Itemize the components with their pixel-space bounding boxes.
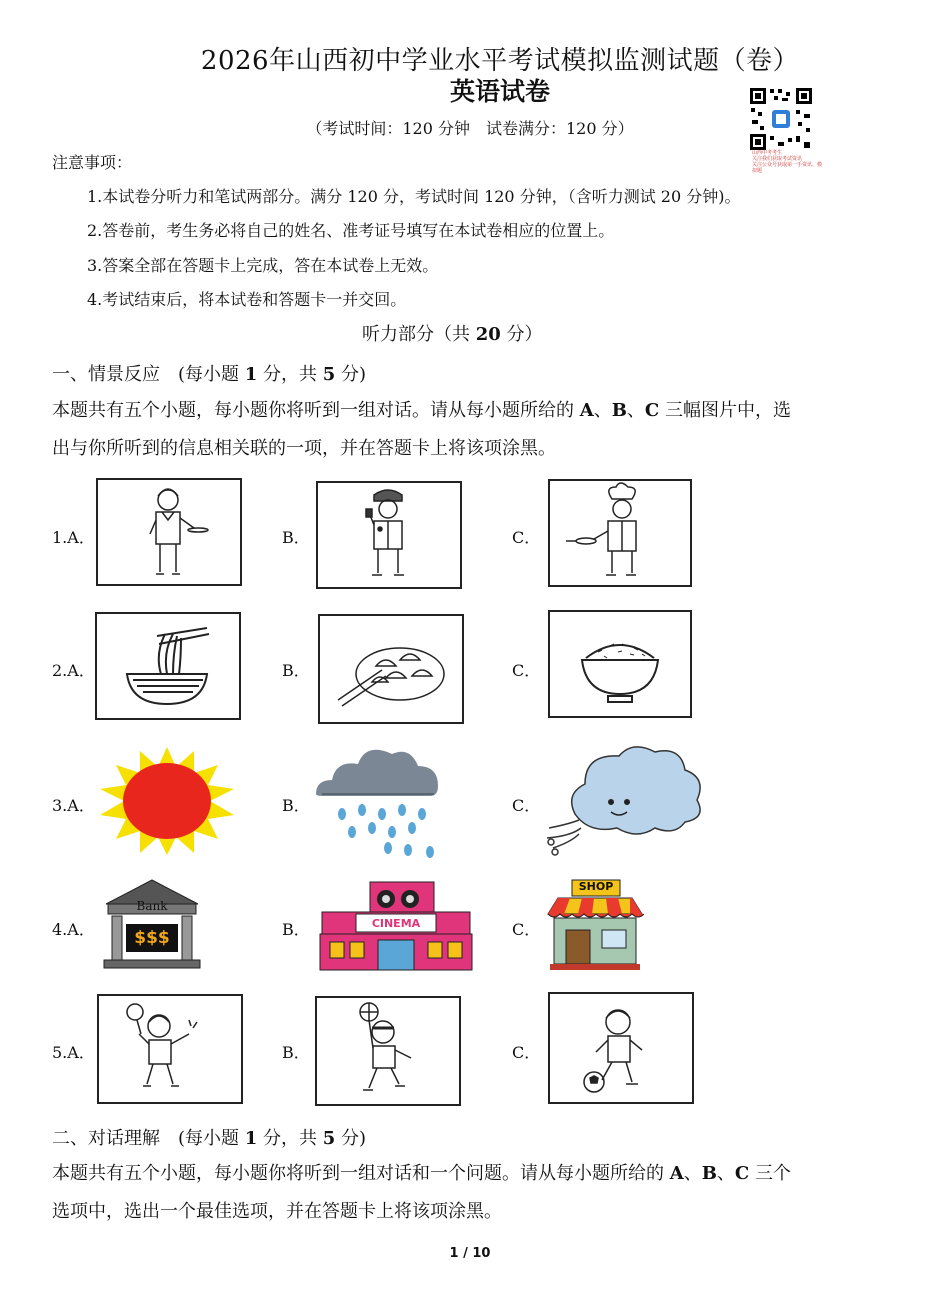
- badminton-player-icon: [99, 996, 241, 1102]
- q2-c-rice-picture[interactable]: [548, 610, 692, 718]
- q4-b-label: B．: [282, 920, 310, 939]
- q1-c-label: C．: [512, 528, 541, 547]
- q5-a-badminton-picture[interactable]: [97, 994, 243, 1104]
- rice-bowl-icon: [550, 612, 690, 716]
- chef-icon: [550, 481, 690, 585]
- exam-subtitle: 英语试卷: [449, 77, 550, 106]
- q2-b-dumplings-picture[interactable]: [318, 614, 464, 724]
- q1-c-chef-picture[interactable]: [548, 479, 692, 587]
- section1-heading: 一、情景反应 (每小题 1 分，共 5 分): [52, 364, 367, 385]
- q4-a-bank-picture[interactable]: [98, 878, 206, 970]
- rain-cloud-icon: [312, 740, 442, 864]
- notice-item: 4.考试结束后，将本试卷和答题卡一并交回。: [87, 290, 407, 309]
- q3-a-sunny-picture[interactable]: [96, 745, 238, 857]
- q4-c-label: C．: [512, 920, 541, 939]
- q5-a-label: 5.A．: [52, 1043, 95, 1062]
- football-player-icon: [550, 994, 692, 1102]
- q5-c-label: C．: [512, 1043, 541, 1062]
- qr-caption: 山西中考考生 关注我们获取考试资讯 关注公众号获取第一手资讯、模拟题: [752, 150, 823, 174]
- q1-a-label: 1.A．: [52, 528, 95, 547]
- qr-code[interactable]: [748, 86, 814, 152]
- q2-c-label: C．: [512, 661, 541, 680]
- bank-sign: Bank: [136, 899, 168, 913]
- listening-heading: 听力部分（共 20 分）: [362, 324, 543, 345]
- cinema-sign: CINEMA: [371, 917, 421, 930]
- q3-b-label: B．: [282, 796, 310, 815]
- sun-icon: [96, 745, 238, 857]
- basketball-player-icon: [317, 998, 459, 1104]
- q5-b-basketball-picture[interactable]: [315, 996, 461, 1106]
- q1-a-waiter-picture[interactable]: [96, 478, 242, 586]
- q5-c-football-picture[interactable]: [548, 992, 694, 1104]
- notice-heading: 注意事项：: [52, 153, 133, 172]
- waiter-icon: [98, 480, 240, 584]
- page-number: 1 / 10: [449, 1246, 491, 1261]
- notice-item: 3.答案全部在答题卡上完成，答在本试卷上无效。: [87, 256, 439, 275]
- q2-b-label: B．: [282, 661, 310, 680]
- q1-b-label: B．: [282, 528, 310, 547]
- dumplings-icon: [320, 616, 462, 722]
- q3-a-label: 3.A．: [52, 796, 95, 815]
- exam-meta: （考试时间：120 分钟 试卷满分：120 分）: [306, 119, 634, 138]
- bank-icon: [98, 878, 206, 970]
- q1-b-police-picture[interactable]: [316, 481, 462, 589]
- bank-money: $$$: [134, 928, 170, 948]
- exam-title: 2026年山西初中学业水平考试模拟监测试题（卷）: [200, 46, 800, 76]
- q5-b-label: B．: [282, 1043, 310, 1062]
- shop-sign: SHOP: [578, 880, 614, 893]
- noodles-icon: [97, 614, 239, 718]
- q3-c-windy-picture[interactable]: [545, 744, 715, 858]
- q3-c-label: C．: [512, 796, 541, 815]
- notice-item: 2.答卷前，考生务必将自己的姓名、准考证号填写在本试卷相应的位置上。: [87, 221, 615, 240]
- q4-a-label: 4.A．: [52, 920, 95, 939]
- section1-instructions: 本题共有五个小题，每小题你将听到一组对话。请从每小题所给的 A、B、C 三幅图片中，选 出与你所听到的信息相关联的一项，并在答题卡上将该项涂黑。: [52, 400, 791, 459]
- police-officer-icon: [318, 483, 460, 587]
- section2-heading: 二、对话理解 (每小题 1 分，共 5 分): [52, 1128, 367, 1149]
- wind-cloud-icon: [545, 744, 715, 858]
- q2-a-label: 2.A．: [52, 661, 95, 680]
- notice-item: 1.本试卷分听力和笔试两部分。满分 120 分，考试时间 120 分钟，（含听力测试 20 分钟)。: [87, 187, 741, 206]
- q2-a-noodles-picture[interactable]: [95, 612, 241, 720]
- section2-instructions: 本题共有五个小题，每小题你将听到一组对话和一个问题。请从每小题所给的 A、B、C 三个 选项中，选出一个最佳选项，并在答题卡上将该项涂黑。: [52, 1163, 791, 1222]
- q3-b-rainy-picture[interactable]: [312, 740, 442, 864]
